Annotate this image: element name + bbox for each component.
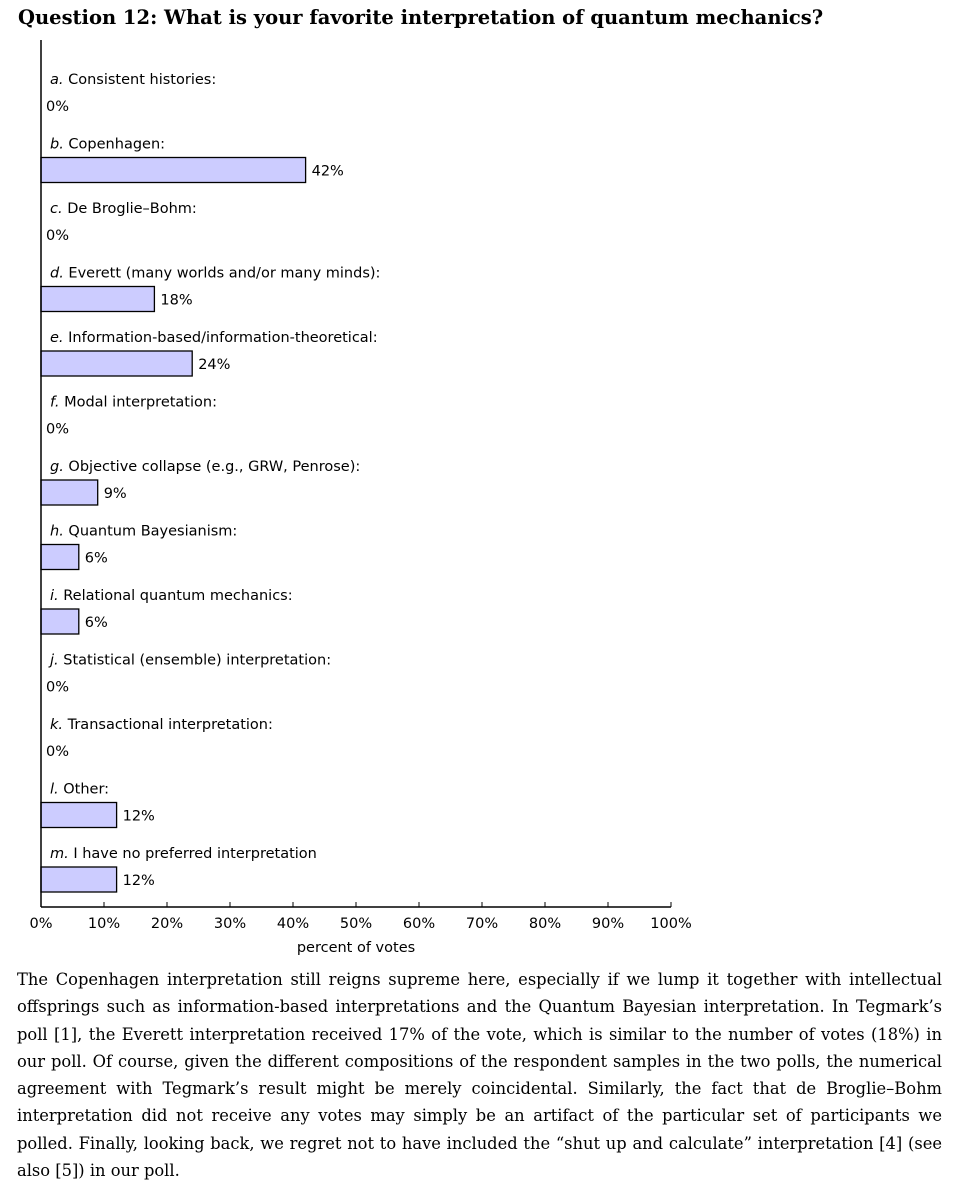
x-tick-label: 70%: [465, 916, 499, 932]
value-label: 18%: [160, 292, 193, 309]
value-label: 0%: [46, 99, 70, 115]
category-label: i. Relational quantum mechanics:: [50, 588, 293, 604]
x-tick-label: 0%: [29, 916, 53, 932]
value-label: 9%: [103, 486, 127, 502]
category-label: a. Consistent histories:: [50, 72, 217, 88]
value-label: 0%: [46, 744, 70, 760]
x-tick-label: 30%: [213, 916, 247, 932]
x-tick-label: 10%: [87, 916, 121, 932]
bars-layer: [41, 72, 380, 892]
category-label: j. Statistical (ensemble) interpretation:: [50, 652, 332, 669]
x-tick-label: 60%: [402, 916, 436, 932]
value-label: 0%: [46, 228, 70, 244]
value-label: 6%: [84, 550, 108, 567]
category-label: g. Objective collapse (e.g., GRW, Penrose):: [50, 459, 361, 475]
x-tick-label: 40%: [276, 916, 310, 932]
value-label: 0%: [46, 421, 70, 438]
bar: [41, 867, 117, 892]
bar: [41, 158, 306, 183]
value-label: 12%: [122, 808, 155, 825]
bar: [41, 803, 117, 828]
category-label: m. I have no preferred interpretation: [50, 846, 317, 862]
category-label: k. Transactional interpretation:: [50, 717, 273, 733]
x-tick-label: 100%: [650, 916, 692, 932]
bar: [41, 351, 192, 376]
value-label: 12%: [122, 873, 155, 889]
bar: [41, 545, 79, 570]
interpretation-bar-chart: [0, 40, 953, 960]
value-label: 0%: [46, 679, 70, 696]
x-axis-label: percent of votes: [296, 940, 416, 956]
question-title: Question 12: What is your favorite interpretation of quantum mechanics?: [18, 6, 824, 29]
category-label: e. Information-based/information-theoretical:: [50, 330, 378, 346]
category-label: b. Copenhagen:: [50, 136, 166, 153]
category-label: d. Everett (many worlds and/or many minds):: [50, 265, 381, 282]
category-label: h. Quantum Bayesianism:: [50, 523, 238, 540]
value-label: 24%: [198, 357, 231, 373]
bar: [41, 609, 79, 634]
x-tick-label: 20%: [150, 916, 184, 932]
category-label: f. Modal interpretation:: [50, 394, 217, 411]
x-tick-label: 50%: [339, 916, 373, 932]
value-label: 6%: [84, 615, 108, 631]
x-tick-label: 80%: [528, 916, 562, 932]
x-tick-label: 90%: [591, 916, 625, 932]
category-label: l. Other:: [50, 781, 110, 798]
bar: [41, 287, 154, 312]
commentary-paragraph: The Copenhagen interpretation still reigns supreme here, especially if we lump it together with intellectual offsprings such as information-based interpretations and the Quantum Bayesian interpretation. In Tegmark’s poll [1], the Everett interpretation received 17% of the vote, which is similar to the number of votes (18%) in our poll. Of course, given the different compositions of the respondent samples in the two polls, the numerical agreement with Tegmark’s result might be merely coincidental. Similarly, the fact that de Broglie–Bohm interpretation did not receive any votes may simply be an artifact of the particular set of participants we polled. Finally, looking back, we regret not to have included the “shut up and calculate” interpretation [4] (see also [5]) in our poll.: [17, 970, 942, 1181]
bar: [41, 480, 98, 505]
category-label: c. De Broglie–Bohm:: [50, 201, 197, 217]
value-label: 42%: [311, 163, 344, 180]
